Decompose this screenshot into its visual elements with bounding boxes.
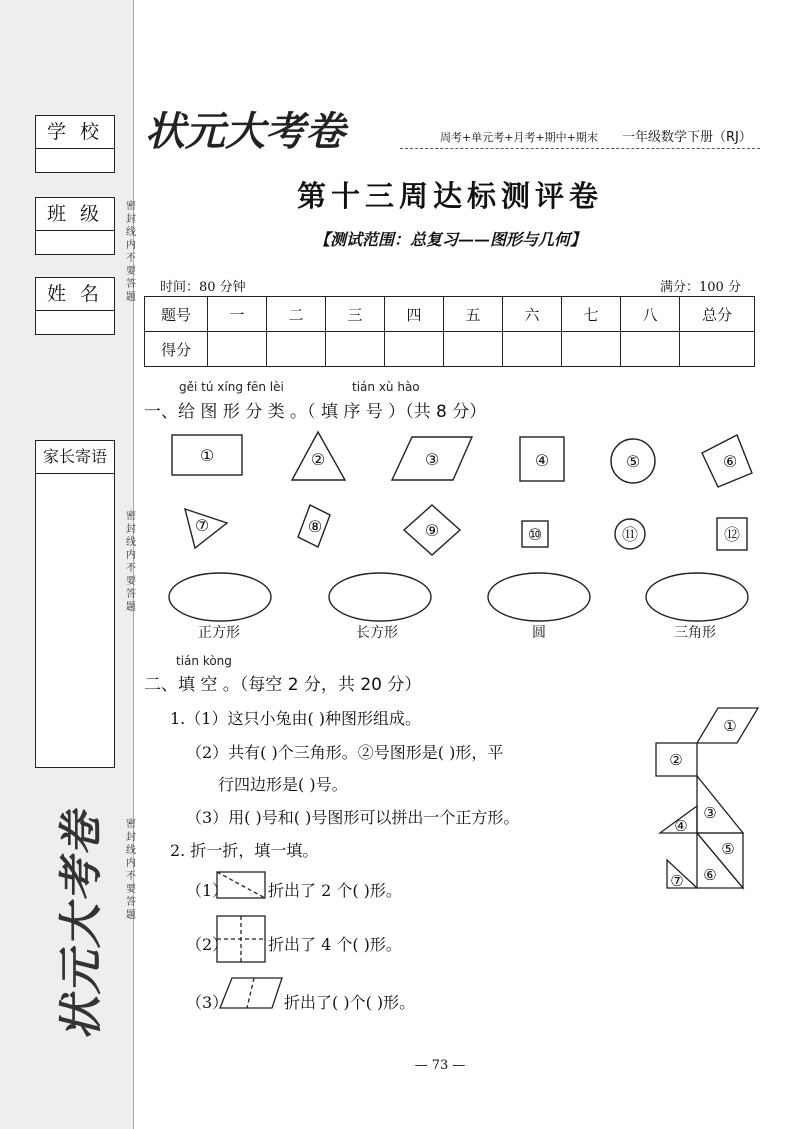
score-input-cell[interactable] xyxy=(621,332,680,367)
shape-label: ① xyxy=(199,446,215,465)
rabbit-label: ⑤ xyxy=(721,840,735,858)
category-circle-ellipse xyxy=(488,573,590,621)
name-field[interactable] xyxy=(35,277,115,335)
category-label-rectangle: 长方形 xyxy=(356,625,398,641)
score-input-cell[interactable] xyxy=(503,332,562,367)
seal-text-1: 密封线内不要答题 xyxy=(126,201,136,303)
header-logo: 状元大考卷 xyxy=(145,109,345,155)
shape-label: ⑦ xyxy=(194,516,210,535)
rabbit-label: ⑥ xyxy=(703,866,717,884)
question-2-3-prefix: （3） xyxy=(186,993,229,1012)
score-table-header-row xyxy=(145,297,755,332)
time-limit: 时间：80 分钟 xyxy=(160,280,246,295)
section1-heading: 一、给 图 形 分 类 。（ 填 序 号 ）（共 8 分） xyxy=(144,402,487,422)
shape-label: ⑨ xyxy=(424,521,440,540)
shape-label: ⑫ xyxy=(723,525,741,544)
score-input-cell[interactable] xyxy=(208,332,267,367)
shape-label: ⑪ xyxy=(621,525,639,544)
school-label: 学 校 xyxy=(36,116,114,149)
section1-pinyin-1: gěi tú xíng fēn lèi xyxy=(179,380,284,394)
sidebar-logo xyxy=(25,800,120,1050)
shape-label: ② xyxy=(310,450,326,469)
score-cell: 五 xyxy=(444,297,503,332)
question-2: 2. 折一折，填一填。 xyxy=(170,841,319,860)
fold-parallelogram-line xyxy=(247,978,254,1008)
page-subtitle: 【测试范围：总复习——图形与几何】 xyxy=(313,230,586,249)
rabbit-label: ② xyxy=(669,751,683,769)
shape-label: ⑧ xyxy=(307,517,323,536)
question-2-1-prefix: （1） xyxy=(186,881,229,900)
score-cell: 七 xyxy=(562,297,621,332)
score-cell: 八 xyxy=(621,297,680,332)
category-square-ellipse xyxy=(169,573,271,621)
score-input-cell[interactable] xyxy=(680,332,755,367)
fold-figures xyxy=(214,870,286,1010)
shape-label: ④ xyxy=(534,451,550,470)
score-table-score-row xyxy=(145,332,755,367)
rabbit-tangram xyxy=(650,700,760,895)
score-input-cell[interactable] xyxy=(326,332,385,367)
question-1-3: （3）用( )号和( )号图形可以拼出一个正方形。 xyxy=(186,808,520,827)
section1-pinyin-2: tián xù hào xyxy=(352,380,420,394)
score-input-cell[interactable] xyxy=(444,332,503,367)
rabbit-label: ① xyxy=(723,717,737,735)
score-input-cell[interactable] xyxy=(267,332,326,367)
rabbit-label: ⑦ xyxy=(670,872,684,890)
section2-pinyin: tián kòng xyxy=(176,654,232,668)
page-title: 第十三周达标测评卷 xyxy=(296,179,603,213)
question-1-2: （2）共有( )个三角形。②号图形是( )形，平 xyxy=(186,743,504,762)
parent-comment-field[interactable] xyxy=(35,440,115,768)
name-label: 姓 名 xyxy=(36,278,114,311)
shape-label: ⑥ xyxy=(722,452,738,471)
rabbit-label: ④ xyxy=(674,817,688,835)
section2-heading: 二、填 空 。（每空 2 分，共 20 分） xyxy=(144,675,422,695)
full-score: 满分：100 分 xyxy=(660,280,741,295)
seal-text-2: 密封线内不要答题 xyxy=(126,511,136,613)
question-1-2b: 行四边形是( )号。 xyxy=(218,775,348,794)
shape-figures xyxy=(140,425,770,655)
fold-diagonal-line xyxy=(217,872,265,898)
score-cell: 总分 xyxy=(680,297,755,332)
question-2-2-text: 折出了 4 个( )形。 xyxy=(268,935,402,954)
header-dashed-line xyxy=(400,148,760,149)
category-label-triangle: 三角形 xyxy=(674,625,716,641)
score-cell: 四 xyxy=(385,297,444,332)
score-cell: 得分 xyxy=(145,332,208,367)
question-2-2-prefix: （2） xyxy=(186,935,229,954)
header-grade: 一年级数学下册（RJ） xyxy=(622,130,752,145)
parent-comment-label: 家长寄语 xyxy=(36,441,114,474)
category-rectangle-ellipse xyxy=(329,573,431,621)
score-table xyxy=(144,296,755,367)
score-cell: 题号 xyxy=(145,297,208,332)
question-2-1-text: 折出了 2 个( )形。 xyxy=(268,881,402,900)
shape-label: ③ xyxy=(424,450,440,469)
shape-label: ⑤ xyxy=(625,452,641,471)
category-label-circle: 圆 xyxy=(532,625,546,641)
score-cell: 六 xyxy=(503,297,562,332)
school-field[interactable] xyxy=(35,115,115,173)
score-cell: 二 xyxy=(267,297,326,332)
category-triangle-ellipse xyxy=(646,573,748,621)
category-label-square: 正方形 xyxy=(198,625,240,641)
sidebar-logo-text: 状元大考卷 xyxy=(56,810,107,1040)
class-label: 班 级 xyxy=(36,198,114,231)
header-series: 周考+单元考+月考+期中+期末 xyxy=(440,131,598,144)
seal-text-3: 密封线内不要答题 xyxy=(126,819,136,921)
score-cell: 一 xyxy=(208,297,267,332)
rabbit-label: ③ xyxy=(703,804,717,822)
question-2-3-text: 折出了( )个( )形。 xyxy=(284,993,416,1012)
score-input-cell[interactable] xyxy=(562,332,621,367)
question-1-1: 1.（1）这只小兔由( )种图形组成。 xyxy=(170,709,422,728)
shape-label: ⑩ xyxy=(527,525,543,544)
score-cell: 三 xyxy=(326,297,385,332)
page-number: — 73 — xyxy=(414,1058,466,1073)
class-field[interactable] xyxy=(35,197,115,255)
score-input-cell[interactable] xyxy=(385,332,444,367)
